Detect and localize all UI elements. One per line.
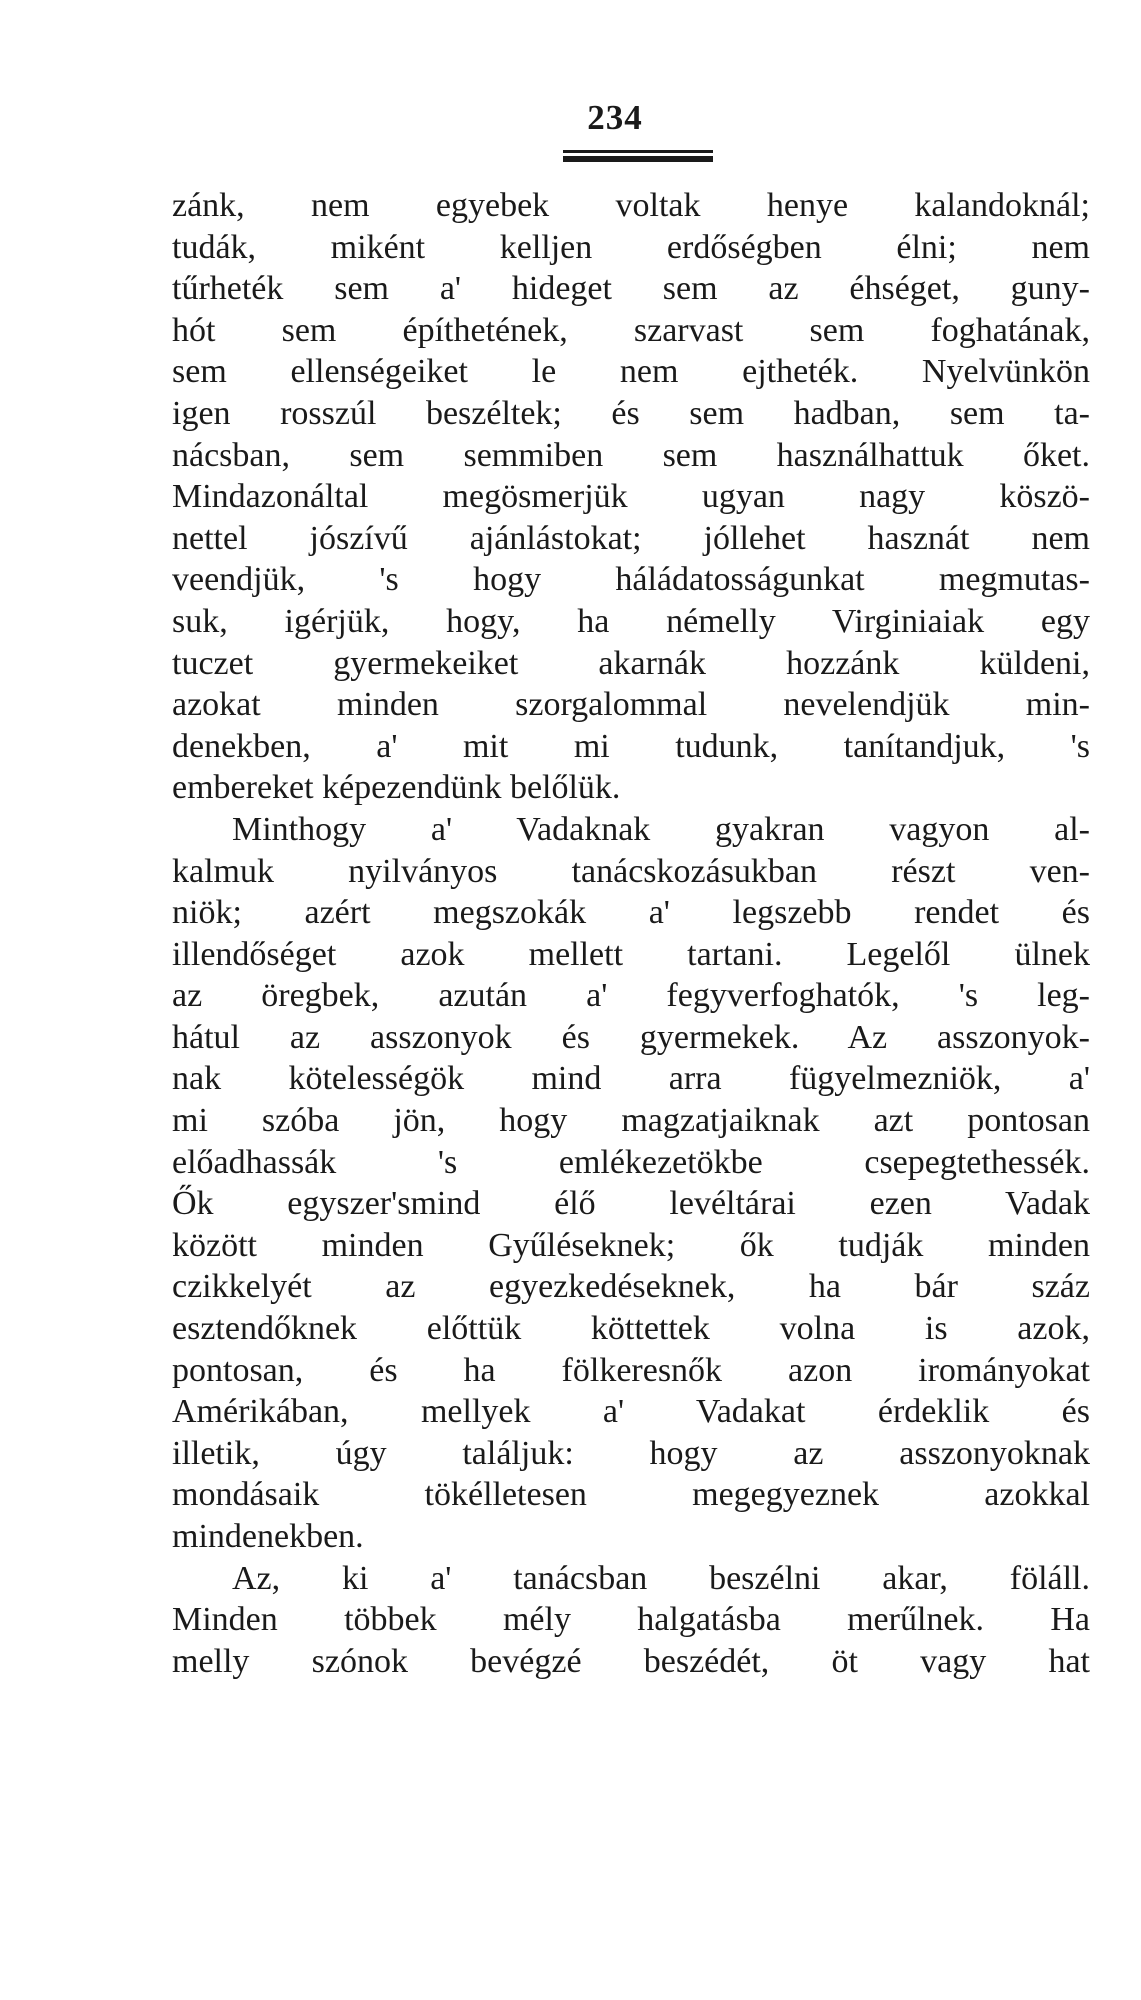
text-line: sem ellenségeiket le nem ejtheték. Nyelvünkön [172, 353, 1090, 391]
text-line: tűrheték sem a' hideget sem az éhséget, guny- [172, 270, 1090, 308]
header-rule-thick [563, 156, 713, 162]
text-line: melly szónok bevégzé beszédét, öt vagy hat [172, 1642, 1090, 1680]
text-line: Minden többek mély halgatásba merűlnek. Ha [172, 1601, 1090, 1639]
text-line: nettel jószívű ajánlástokat; jóllehet hasznát nem [172, 519, 1090, 557]
text-line: mondásaik tökélletesen megegyeznek azokkal [172, 1476, 1090, 1514]
text-line: denekben, a' mit mi tudunk, tanítandjuk, 's [172, 727, 1090, 765]
text-line: zánk, nem egyebek voltak henye kalandoknál; [172, 187, 1090, 224]
page-number: 234 [587, 98, 643, 137]
paragraph [172, 809, 1090, 1558]
paragraph [172, 1558, 1090, 1683]
text-line: suk, igérjük, hogy, ha némelly Virginiaiak egy [172, 602, 1090, 640]
header-rule-thin [563, 150, 713, 153]
text-line: Amérikában, mellyek a' Vadakat érdeklik és [172, 1393, 1090, 1431]
text-line: az öregbek, azután a' fegyverfoghatók, 's leg- [172, 977, 1090, 1015]
text-line: Minthogy a' Vadaknak gyakran vagyon al- [232, 810, 1090, 848]
text-line: niök; azért megszokák a' legszebb rendet és [172, 894, 1090, 932]
text-line: között minden Gyűléseknek; ők tudják minden [172, 1226, 1090, 1264]
text-line: kalmuk nyilványos tanácskozásukban részt ven- [172, 852, 1090, 890]
text-line: azokat minden szorgalommal nevelendjük min- [172, 686, 1090, 724]
text-line: nak kötelességök mind arra fügyelmezniök, a' [172, 1060, 1090, 1098]
text-line: tudák, miként kelljen erdőségben élni; nem [172, 228, 1090, 266]
text-line: Ők egyszer'smind élő levéltárai ezen Vadak [172, 1185, 1090, 1223]
text-line: Az, ki a' tanácsban beszélni akar, föláll. [232, 1559, 1090, 1597]
text-line: mi szóba jön, hogy magzatjaiknak azt pontosan [172, 1102, 1090, 1140]
text-line: embereket képezendünk belőlük. [172, 769, 621, 807]
text-line: mindenekben. [172, 1518, 364, 1555]
text-line: pontosan, és ha fölkeresnők azon irományokat [172, 1351, 1090, 1389]
text-line: czikkelyét az egyezkedéseknek, ha bár száz [172, 1268, 1090, 1306]
text-line: hót sem építhetének, szarvast sem foghatának, [172, 311, 1090, 349]
paragraph [172, 185, 1090, 809]
text-line: illendőséget azok mellett tartani. Legelől ülnek [172, 935, 1090, 973]
text-line: hátul az asszonyok és gyermekek. Az asszonyok- [172, 1018, 1090, 1056]
text-line: esztendőknek előttük köttettek volna is azok, [172, 1310, 1090, 1348]
text-line: veendjük, 's hogy háládatosságunkat megmutas- [172, 561, 1090, 599]
text-line: Mindazonáltal megösmerjük ugyan nagy köszö- [172, 478, 1090, 516]
body-text [172, 185, 1090, 1682]
text-line: tuczet gyermekeiket akarnák hozzánk küldeni, [172, 644, 1090, 682]
text-line: illetik, úgy találjuk: hogy az asszonyoknak [172, 1434, 1090, 1472]
text-line: előadhassák 's emlékezetökbe csepegtethessék. [172, 1143, 1090, 1181]
header-rule [563, 150, 713, 162]
text-line: nácsban, sem semmiben sem használhattuk őket. [172, 436, 1090, 474]
text-line: igen rosszúl beszéltek; és sem hadban, sem ta- [172, 394, 1090, 432]
